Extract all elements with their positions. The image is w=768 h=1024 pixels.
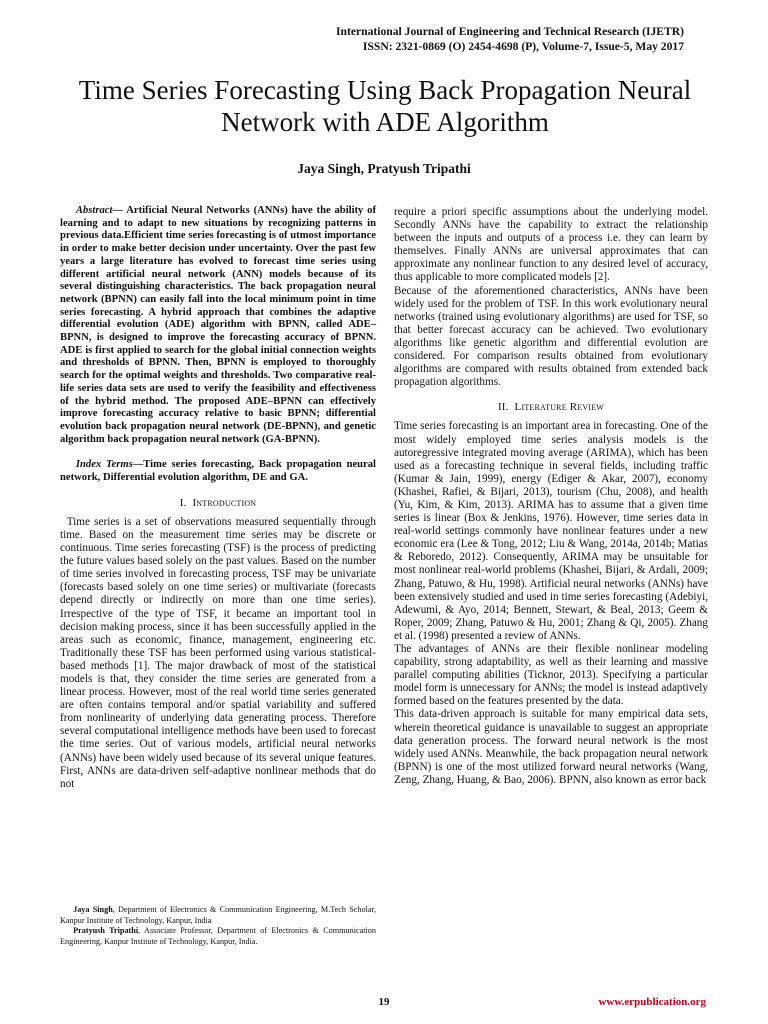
paper-title: Time Series Forecasting Using Back Propagation Neural Network with ADE Algorithm — [78, 75, 692, 137]
journal-name: International Journal of Engineering and Technical Research (IJETR) — [336, 25, 684, 38]
publisher-url[interactable]: www.erpublication.org — [598, 996, 706, 1008]
section-number: II. — [497, 401, 509, 414]
index-terms — [60, 459, 376, 484]
footnote-author-2 — [60, 926, 376, 947]
section-heading-literature-review — [394, 401, 708, 414]
authors: Jaya Singh, Pratyush Tripathi — [297, 161, 471, 176]
right-column — [394, 206, 708, 787]
footnote-affiliation: , Associate Professor, Department of Electronics & Communication Engineering, Kanpur Institute of Technology, Kanpur, India. — [60, 926, 376, 946]
footnote-author-name: Jaya Singh — [73, 905, 113, 914]
paragraph: Time series forecasting is an important area in forecasting. One of the most widely employed time series analysis models is the autoregressive integrated moving average (ARIMA), which has been used as a forecasting technique in several fields, including traffic (Kumar & Jain, 1999), energy (Ediger & Akar, 2007), economy (Khashei, Rafiei, & Bijari, 2013), tourism (Chu, 2008), and health (Yu, Kim, & Kim, 2013). ARIMA has to assume that a given time series is linear (Box & Jenkins, 1976). However, time series data in real-world settings commonly have nonlinear features under a new economic era (Lee & Tong, 2012; Liu & Wang, 2014a, 2014b; Matias & Reboredo, 2012). Consequently, ARIMA may be unsuitable for most nonlinear real-world problems (Khashei, Bijari, & Ardali, 2009; Zhang, Patuwo, & Hu, 1998). Artificial neural networks (ANNs) have been extensively studied and used in time series forecasting (Adebiyi, Adewumi, & Ayo, 2014; Bennett, Stewart, & Beal, 2013; Geem & Roper, 2009; Zhang, Patuwo & Hu, 2001; Zhang & Qi, 2005). Zhang et al. (1998) presented a review of ANNs. — [394, 420, 708, 642]
section-title: Introduction — [192, 496, 257, 509]
abstract-text: — Artificial Neural Networks (ANNs) have the ability of learning and to adapt to new situations by recognizing patterns in previous data.Efficient time series forecasting is of utmost importance in order to make better decision under uncertainty. Over the past few years a large literature has evolved to forecast time series using different artificial neural network (ANN) models because of its several distinguishing characteristics. The back propagation neural network (BPNN) can easily fall into the local minimum point in time series forecasting. A hybrid approach that combines the adaptive differential evolution (ADE) algorithm with BPNN, called ADE–BPNN, is designed to improve the forecasting accuracy of BPNN. ADE is first applied to search for the global initial connection weights and thresholds of BPNN. Then, BPNN is employed to thoroughly search for the optimal weights and thresholds. Two comparative real-life series data sets are used to verify the feasibility and effectiveness of the hybrid method. The proposed ADE–BPNN can effectively improve forecasting accuracy relative to basic BPNN; differential evolution back propagation neural network (DE-BPNN), and genetic algorithm back propagation neural network (GA-BPNN). — [60, 205, 376, 445]
paragraph: require a priori specific assumptions about the underlying model. Secondly ANNs have the capability to extract the relationship between the inputs and outputs of a process i.e. they can learn by themselves. Finally ANNs are universal approximates that can approximate any nonlinear function to any desired level of accuracy, thus applicable to more complicated models [2]. — [394, 206, 708, 284]
footnote-author-name: Pratyush Tripathi — [73, 926, 139, 935]
issn-line: ISSN: 2321-0869 (O) 2454-4698 (P), Volume-7, Issue-5, May 2017 — [362, 40, 684, 53]
author-footnotes — [60, 905, 376, 947]
intro-paragraph: Time series is a set of observations measured sequentially through time. Based on the measurement time series may be discrete or continuous. Time series forecasting (TSF) is the process of predicting the future values based solely on the past values. Based on the number of time series involved in forecasting process, TSF may be univariate (forecasts based solely on one time series) or multivariate (forecasts depend directly or indirectly on more than one time series). Irrespective of the type of TSF, it became an important tool in decision making process, since it has been successfully applied in the areas such as economic, finance, management, engineering etc. Traditionally these TSF has been performed using various statistical-based methods [1]. The major drawback of most of the statistical models is that, they consider the time series are generated from a linear process. However, most of the real world time series generated are often contains temporal and/or spatial variability and suffered from nonlinearity of underlying data generating process. Therefore several computational intelligence methods have been used to forecast the time series. Out of various models, artificial neural networks (ANNs) have been widely used because of its several unique features. First, ANNs are data-driven self-adaptive nonlinear methods that do not — [60, 515, 376, 790]
section-number: I. — [179, 496, 187, 509]
section-title: Literature Review — [514, 401, 605, 414]
footnote-author-1 — [60, 905, 376, 926]
abstract — [60, 205, 376, 446]
page-number: 19 — [378, 996, 390, 1008]
paragraph: The advantages of ANNs are their flexible nonlinear modeling capability, strong adaptability, as well as their learning and massive parallel computing abilities (Ticknor, 2013). Specifying a particular model form is unnecessary for ANNs; the model is instead adaptively formed based on the features presented by the data. — [394, 643, 708, 708]
abstract-label: Abstract — [75, 205, 113, 216]
index-terms-text: —Time series forecasting, Back propagation neural network, Differential evolution algorithm, DE and GA. — [60, 459, 376, 484]
journal-header — [336, 24, 684, 54]
section-heading-introduction — [60, 497, 376, 510]
index-terms-label: Index Terms — [75, 459, 133, 471]
paragraph: This data-driven approach is suitable for many empirical data sets, wherein theoretical guidance is unavailable to suggest an appropriate data generation process. The forward neural network is the most widely used ANNs. Meanwhile, the back propagation neural network (BPNN) is one of the most utilized forward neural networks (Wang, Zeng, Zhang, Huang, & Bao, 2006). BPNN, also known as error back — [394, 708, 708, 786]
footnote-affiliation: , Department of Electronics & Communication Engineering, M.Tech Scholar, Kanpur Institute of Technology, Kanpur, India — [60, 905, 376, 925]
left-column — [60, 205, 376, 791]
paragraph: Because of the aforementioned characteristics, ANNs have been widely used for the problem of TSF. In this work evolutionary neural networks (trained using evolutionary algorithms) are used for TSF, so that better forecast accuracy can be achieved. Two evolutionary algorithms like genetic algorithm and differential evolution are considered. For comparison results obtained from evolutionary algorithms are compared with results obtained from extended back propagation algorithms. — [394, 284, 708, 389]
